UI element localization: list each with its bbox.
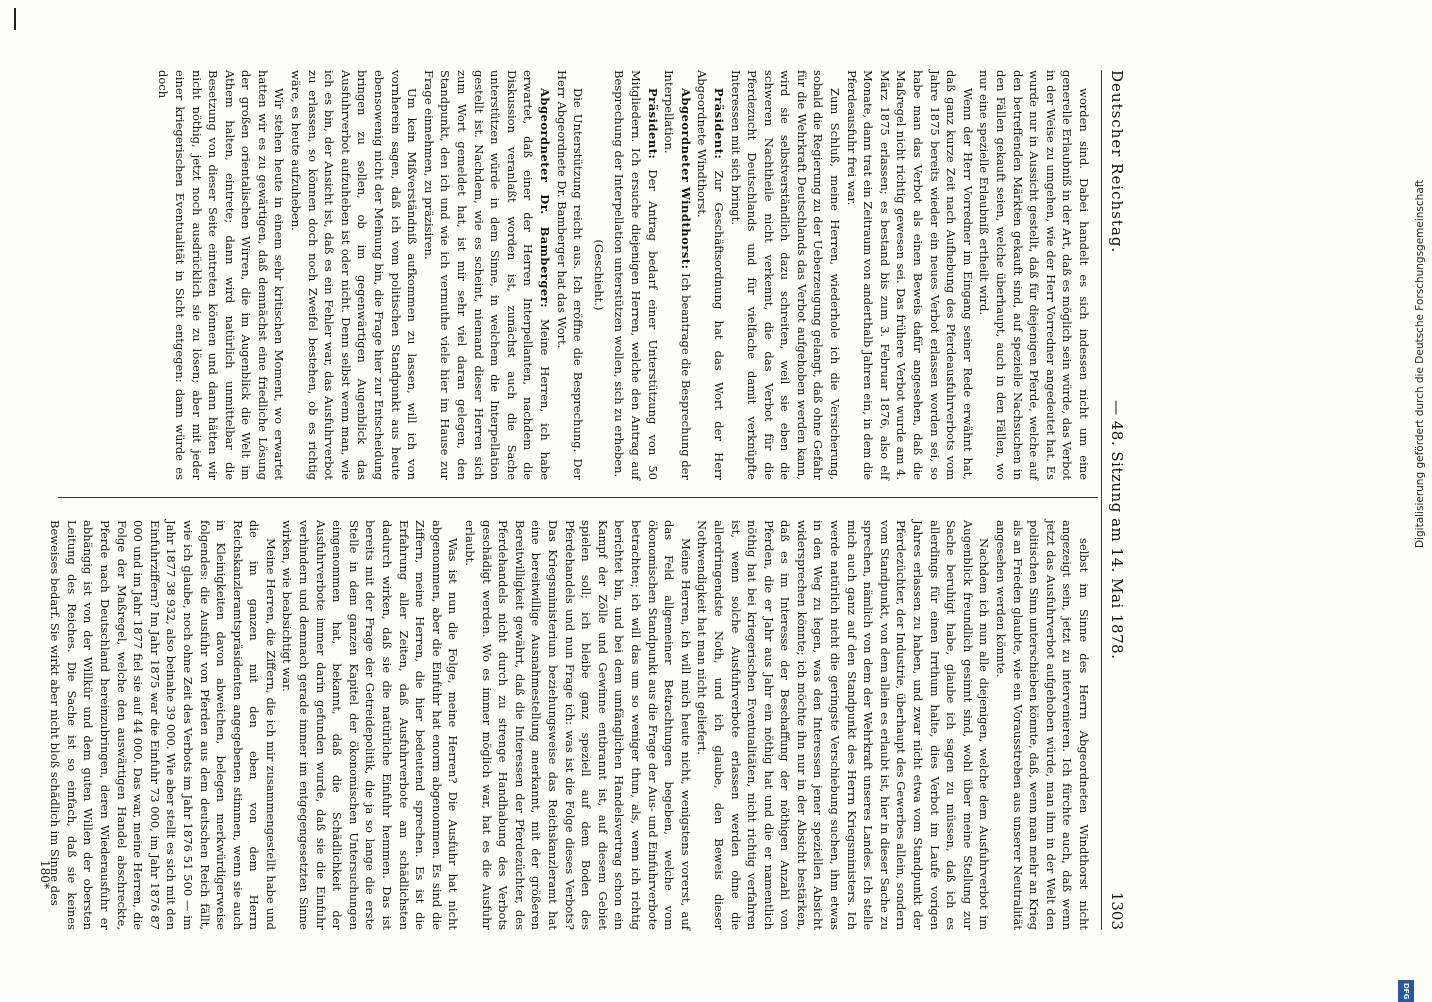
paragraph: [553, 70, 586, 480]
paragraph-text: Meine Herren, ich will mich heute nicht, wenigstens vorerst, auf das Feld allgemeiner Betrachtungen begeben, welche vom ökonomischen Standpunkt aus die Frage der Aus- und Einfuhrverbote betrachten; ich will das um so weniger thun, als, wenn ich richtig berichtet bin, und bei dem umfänglichen Handelsvertrag schon ein Kampf der Zölle und Gewinne entbrannt ist, auf diesem Gebiet spielen soll; ich bleibe ganz speziell auf dem Boden des Pferdehandels und nun Frage ich: was ist die Folge dieses Verbots? Das Kriegsministerium beziehungsweise das Reichskanzleramt hat eine bereitwillige Ausnahmestellung anerkannt, mit der größeren Bereitwilligkeit gewährt, daß die Interessen der Pferdezüchter, des Pferdehandels nicht durch zu strenge Handhabung des Verbots geschädigt werden. Wo es immer möglich war, hat es die Ausfuhr erlaubt.: [463, 520, 693, 930]
paragraph: [727, 70, 843, 480]
paragraph-text: Die Unterstützung reicht aus. Ich eröffne die Besprechung. Der Herr Abgeordnete Dr. Bamberger hat das Wort.: [554, 70, 586, 480]
paragraph-text: Der Antrag bedarf einer Unterstützung von 50 Mitgliedern. Ich ersuche diejenigen Herren, welche den Antrag auf Besprechung der Interpellation unterstützen wollen, sich zu erheben.: [612, 70, 660, 480]
speaker-name: Abgeordneter Dr. Bamberger:: [538, 88, 552, 308]
paragraph: [461, 520, 693, 930]
paragraph-text: Zum Schluß, meine Herren, wiederhole ich die Versicherung, sobald die Regierung zu der Ueberzeugung gelangt, daß ohne Gefahr für die Wehrkraft Deutschlands das Verbot aufgehoben werden kann, wird sie selbstverständlich dazu schreiten, weil sie eben die schweren Nachtheile nicht verkennt, die das Verbot für die Pferdezucht Deutschlands und für vielfache damit verknüpfte Interessen mit sich bringt.: [728, 70, 843, 480]
paragraph: [661, 70, 694, 480]
digitization-sidebar: [1392, 18, 1426, 1000]
funding-note: Digitalisierung gefördert durch die Deutsche Forschungsgemeinschaft: [1414, 179, 1426, 548]
column-divider: [58, 497, 1098, 498]
paragraph-text: Was ist nun die Folge, meine Herren? Die Ausfuhr hat nicht abgenommen, aber die Einfuhr hat enorm abgenommen. Es sind die Ziffern, meine Herren, die hier bedeutend sprechen. Es ist die Erfahrung aller Zeiten, daß Ausfuhrverbote am schädlichsten dadurch wirken, daß sie die natürliche Einfuhr hemmen. Das ist bereits mit der Frage der Getreidepolitik, die ja so lange die erste Stelle in dem ganzen Kapitel der ökonomischen Untersuchungen eingenommen hat, bekannt, daß die Schädlichkeit der Ausfuhrverbote immer darin gefunden wurde, daß sie die Einfuhr verhindern und demnach gerade immer im entgegengesetzten Sinne wirken, wie beabsichtigt war.: [280, 520, 461, 930]
paragraph-text: Um kein Mißverständniß aufkommen zu lassen, will ich von vornherein sagen, daß ich vom politischen Standpunkt aus heute ebensowenig nicht der Meinung bin, die Frage hier zur Entscheidung bringen zu sollen, ob im gegenwärtigen Augenblick das Ausfuhrverbot aufzuheben ist oder nicht. Denn selbst wenn man, wie ich es bin, der Ansicht ist, daß es ein Fehler war, das Ausfuhrverbot zu erlassen, so können doch noch Zweifel bestehen, ob es richtig wäre, es heute aufzuheben.: [289, 70, 420, 480]
paragraph: [694, 520, 993, 930]
header-session: — 48. Sitzung am 14. Mai 1878.: [1108, 400, 1126, 660]
paragraph: [976, 70, 1092, 480]
paragraph: [420, 70, 553, 480]
paragraph: [288, 70, 421, 480]
speaker-name: Präsident:: [711, 88, 726, 160]
paragraph: [47, 520, 279, 930]
paragraph-text: Zur Geschäftsordnung hat das Wort der Herr Abgeordnete Windthorst.: [695, 70, 726, 480]
stage-direction: [590, 70, 607, 480]
paragraph-text: (Geschieht.): [591, 239, 606, 311]
left-text-column: [92, 70, 1092, 480]
header-title: Deutscher Reichstag.: [1108, 70, 1126, 254]
speaker-name: Präsident:: [645, 88, 660, 160]
paragraph-text: Wir stehen heute in einem sehr kritischen Moment, wo erwartet hatten wir es zu gewärtigen, daß demnächst eine friedliche Lösung der großen orientalischen Wirren, die im Augenblick die Welt im Athem halten, eintrete; dann wird natürlich unmittelbar die Besetzung von dieser Seite eintreten können und dann hätten wir nicht nöthig, jetzt noch ausdrücklich sie zu lösen; aber mit jeder einer kriegerischen Eventualität in Sicht entgegen: dann würde es doch: [156, 70, 287, 480]
paragraph-text: Wenn der Herr Vorredner im Eingang seiner Rede erwähnt hat, daß ganz kurze Zeit nach Aufhebung des Pferdeausfuhrverbots vom Jahre 1875 bereits wieder ein neues Verbot erlassen worden sei, so habe man das Verbot als einen Beweis dafür angesehen, daß die Maßregel nicht richtig gewesen sei. Das frühere Verbot wurde am 4. März 1875 erlassen; es bestand bis zum 3. Februar 1876, also elf Monate, dann trat ein Zeitraum von anderthalb Jahren ein, in dem die Pferdeausfuhr frei war.: [844, 70, 975, 480]
running-header: [1102, 70, 1128, 930]
paragraph-text: Meine Herren, die Ziffern, die ich mir zusammengestellt habe und die im ganzen mit den eben von dem Herrn Reichskanzleramtspräsidenten angegebenen stimmen, wenn sie auch in Kleinigkeiten davon abweichen, belegen merkwürdigerweise folgendes: die Ausfuhr von Pferden aus dem deutschen Reich fällt, wie ich glaube, noch ohne Zeit des Verbots im Jahr 1876 51 500 — im Jahr 1877 38 932, also beinahe 39 000. Wie aber stellt es sich mit den Einfuhrziffern? Im Jahr 1875 war die Einfuhr 73 000, im Jahr 1876 87 000 und im Jahr 1877 fiel sie auf 44 000. Das war, meine Herren, die Folge der Maßregel, welche den auswärtigen Handel abschreckte, Pferde nach Deutschland hereinzubringen, deren Wiederausfuhr er abhängig ist von der Willkür und dem guten Willen der obersten Leitung des Reiches. Die Sache ist so einfach, daß sie keines Beweises bedarf. Sie wirkt aber nicht bloß schädlich im Sinne des: [48, 520, 278, 930]
paragraph: [611, 70, 661, 480]
paragraph: [694, 70, 727, 480]
dfg-logo: DFG: [1398, 980, 1414, 1002]
paragraph-text: Meine Herren, ich habe erwartet, daß einer der Herren Interpellanten, nachdem die Diskussion veranlaßt worden ist, zunächst auch die Sache unterstützen würde in dem Sinne, in welchem die Interpellation gestellt ist. Nachdem, wie es scheint, niemand dieser Herren sich zum Wort gemeldet hat, ist mir sehr viel daran gelegen, den Standpunkt, den ich und wie ich vermuthe viele hier im Hause zur Frage einnehmen, zu präzisiren.: [421, 70, 552, 480]
paragraph-text: Nachdem ich nun alle diejenigen, welche dem Ausfuhrverbot im Augenblick freundlich gesinnt sind, wohl über meine Stellung zur Sache beruhigt habe, glaube ich sagen zu müssen, daß ich es allerdings für einen Irrthum halte, dies Verbot im Laufe vorigen Jahres erlassen zu haben, und zwar nicht etwa vom Standpunkt der Pferdezüchter, der Industrie, überhaupt des Gewerbes allein, sondern vom Standpunkt, von dem allein es erlaubt ist, hier in dieser Sache zu sprechen, nämlich von dem der Wehrkraft unseres Landes. Ich stelle mich auch ganz auf den Standpunkt des Herrn Kriegsministers. Ich werde natürlich nicht die geringste Verschiebung suchen, ihm etwas in den Weg zu legen, was den Interessen jener speziellen Absicht widersprechen könnte; ich möchte ihn nur in der Absicht bestärken, daß es im Interesse der Beschaffung der nöthigen Anzahl von Pferden, die er Jahr aus Jahr ein nöthig hat und die er namentlich nöthig hat bei kriegerischen Eventualitäten, nicht richtig verfahren ist, wenn solche Ausfuhrverbote erlassen werden ohne die allerdringendste Noth, und ich glaube, den Beweis dieser Nothwendigkeit hat man nicht geliefert.: [695, 520, 992, 930]
right-text-column: [48, 520, 1092, 930]
speaker-name: Abgeordneter Windthorst:: [678, 88, 693, 270]
signature-mark: 180*: [38, 860, 52, 889]
paragraph: [155, 70, 288, 480]
paragraph-text: worden sind. Dabei handelt es sich indessen nicht um eine generelle Erlaubniß in der Art, daß es möglich sein würde, das Verbot in der Weise zu umgehen, wie der Herr Vorredner angedeutet hat. Es wurde nur in Aussicht gestellt, daß für diejenigen Pferde, welche auf den betreffenden Märkten gekauft sind, auf spezielle Nachsuchen in den Fällen gekauft seien, welche überhaupt, auch in den Fällen, wo nur eine spezielle Erlaubniß ertheilt wird.: [977, 70, 1091, 480]
paragraph: [279, 520, 462, 930]
paragraph-text: Ich beantrage die Besprechung der Interpellation.: [662, 70, 693, 480]
header-page-number: 1303: [1108, 891, 1126, 930]
paragraph-text: selbst im Sinne des Herrn Abgeordneten Windthorst nicht angezeigt sein, jetzt zu intervenieren. Ich fürchte auch, daß wenn jetzt das Ausfuhrverbot aufgehoben würde, man ihm in der Welt den politischen Sinn unterschieben könnte, daß, wenn man mehr an Krieg als an Frieden glaubte, wie ein Vorausstreben aus unserer Neutralität angesehen werden könnte.: [994, 520, 1091, 930]
header-rule: [1101, 70, 1102, 930]
paragraph: [843, 70, 976, 480]
paragraph: [992, 520, 1092, 930]
